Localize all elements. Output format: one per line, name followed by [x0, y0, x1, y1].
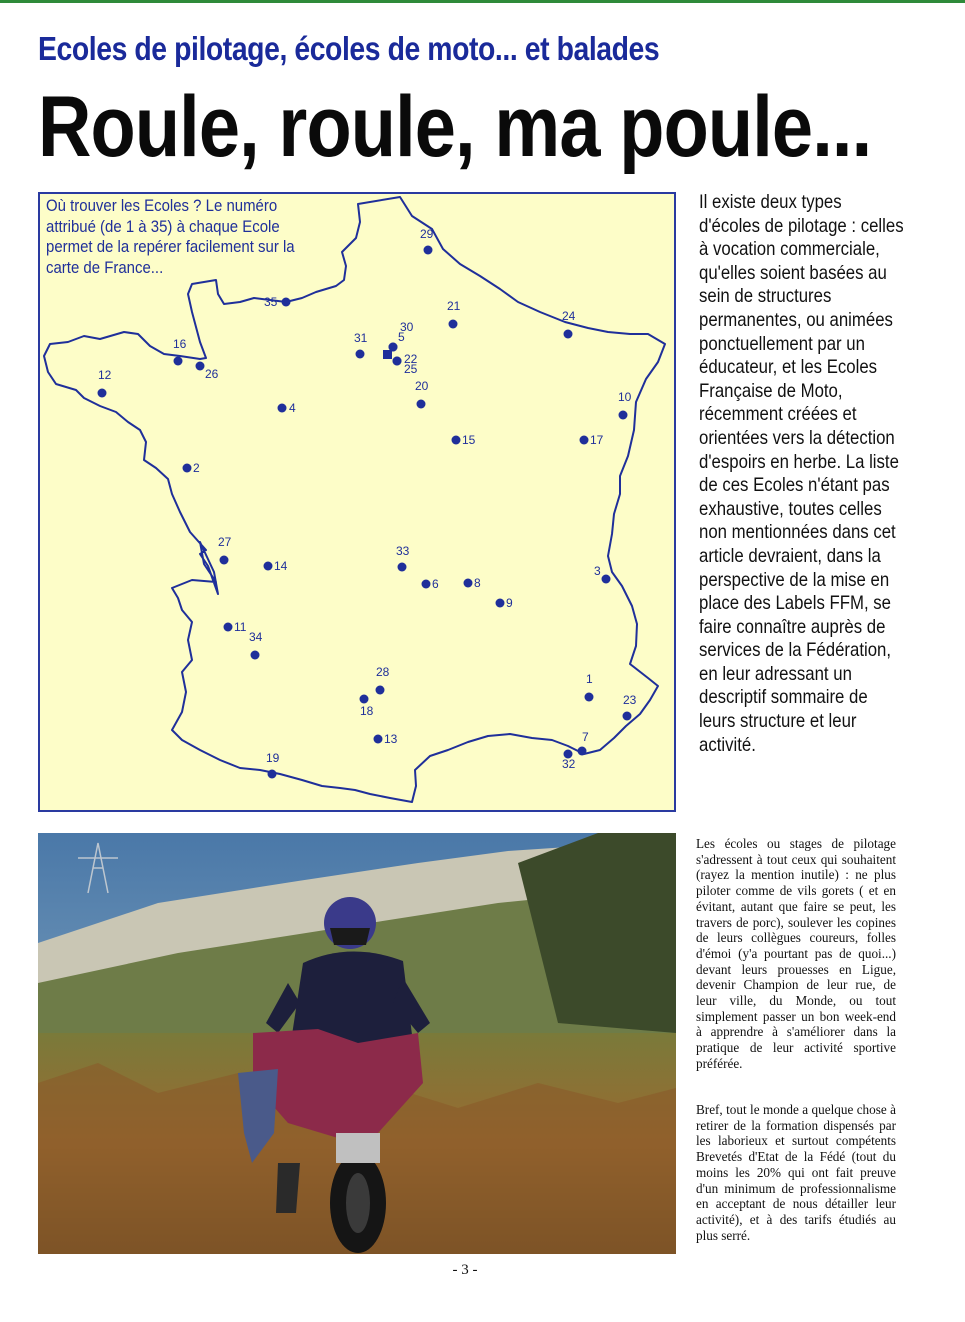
school-marker-label: 5	[398, 330, 405, 344]
school-marker-dot	[268, 770, 277, 779]
school-marker-dot	[374, 735, 383, 744]
school-marker-label: 31	[354, 331, 368, 345]
school-marker-dot	[585, 693, 594, 702]
school-marker-label: 3	[594, 564, 601, 578]
school-marker-dot	[282, 298, 291, 307]
school-marker-label: 7	[582, 730, 589, 744]
school-marker-dot	[422, 580, 431, 589]
school-marker-dot	[449, 320, 458, 329]
paris-square-marker	[383, 350, 392, 359]
school-marker-dot	[251, 651, 260, 660]
motorcycle-photo	[38, 833, 676, 1254]
top-rule	[0, 0, 965, 3]
school-markers-group	[98, 227, 637, 779]
school-marker-label: 13	[384, 732, 398, 746]
school-marker-label: 4	[289, 401, 296, 415]
school-marker-dot	[496, 599, 505, 608]
school-marker-label: 16	[173, 337, 187, 351]
school-marker-label: 2	[193, 461, 200, 475]
school-marker-label: 26	[205, 367, 219, 381]
school-marker-label: 11	[234, 620, 247, 634]
page-number: - 3 -	[452, 1262, 478, 1278]
school-marker-label: 25	[404, 362, 418, 376]
school-marker-label: 1	[586, 672, 593, 686]
article-title: Roule, roule, ma poule...	[38, 79, 872, 175]
article-subtitle: Ecoles de pilotage, écoles de moto... et balades	[38, 30, 660, 67]
school-marker-dot	[278, 404, 287, 413]
school-marker-label: 33	[396, 544, 410, 558]
school-marker-label: 8	[474, 576, 481, 590]
school-marker-dot	[360, 695, 369, 704]
school-marker-dot	[98, 389, 107, 398]
school-marker-dot	[602, 575, 611, 584]
school-marker-label: 23	[623, 693, 637, 707]
school-marker-label: 9	[506, 596, 513, 610]
photo-illustration	[38, 833, 676, 1254]
school-marker-dot	[452, 436, 461, 445]
school-marker-label: 28	[376, 665, 390, 679]
school-marker-label: 24	[562, 309, 576, 323]
body-paragraph-1: Les écoles ou stages de pilotage s'adressent à tout ceux qui souhaitent (rayez la mention inutile) : ne plus piloter comme de vils gorets ( et en évitant, autant que faire se peut, les travers de porc), soulever les copines de leurs collègues coureurs, folles d'émoi (y'a pourtant pas de quoi...) devant leurs prouesses en Ligue, devenir Champion de leur rue, de leur ville, du Monde, ou tout simplement passer un bon week-end à apprendre à s'améliorer dans la pratique de leur activité sportive préférée.	[696, 836, 896, 1071]
schools-map	[38, 192, 676, 812]
school-marker-dot	[174, 357, 183, 366]
school-marker-dot	[564, 330, 573, 339]
school-marker-dot	[183, 464, 192, 473]
map-caption: Où trouver les Ecoles ? Le numéro attribué (de 1 à 35) à chaque Ecole permet de la repérer facilement sur la carte de France...	[46, 196, 295, 277]
school-marker-dot	[220, 556, 229, 565]
school-marker-label: 20	[415, 379, 429, 393]
school-marker-label: 29	[420, 227, 434, 241]
school-marker-label: 17	[590, 433, 604, 447]
school-marker-dot	[376, 686, 385, 695]
school-marker-dot	[224, 623, 233, 632]
school-marker-dot	[398, 563, 407, 572]
school-marker-label: 14	[274, 559, 288, 573]
school-marker-dot	[264, 562, 273, 571]
school-marker-dot	[356, 350, 365, 359]
school-marker-dot	[424, 246, 433, 255]
school-marker-label: 27	[218, 535, 232, 549]
body-paragraph-2: Bref, tout le monde a quelque chose à retirer de la formation dispensés par les laborieux et surtout compétents Brevetés d'Etat de la Fédé (tout du moins les 20% qui ont fait preuve d'un minimum de professionnalisme en acceptant de nous détailler leur activité), et à des tarifs étudiés au plus serré.	[696, 1102, 896, 1243]
school-marker-dot	[464, 579, 473, 588]
school-marker-label: 18	[360, 704, 374, 718]
school-marker-dot	[619, 411, 628, 420]
school-marker-label: 32	[562, 757, 576, 771]
school-marker-dot	[196, 362, 205, 371]
school-marker-dot	[580, 436, 589, 445]
school-marker-label: 30	[400, 320, 414, 334]
france-map	[40, 194, 674, 810]
france-outline	[44, 197, 665, 802]
school-marker-label: 19	[266, 751, 280, 765]
school-marker-dot	[393, 357, 402, 366]
school-marker-label: 22	[404, 352, 418, 366]
school-marker-label: 35	[264, 295, 278, 309]
school-marker-dot	[578, 747, 587, 756]
intro-column-text: Il existe deux types d'écoles de pilotage : celles à vocation commerciale, qu'elles soient basées au sein de structures permanentes, ou animées ponctuellement par un éducateur, et les Ecoles Française de Moto, récemment créées et orientées vers la détection d'espoirs en herbe. La liste de ces Ecoles n'étant pas exhaustive, toutes celles non mentionnées dans cet article devraient, dans la perspective de la mise en place des Labels FFM, se faire connaître auprès de services de la Fédération, en leur adressant un descriptif sommaire de leurs structure et leur activité.	[699, 191, 904, 756]
school-marker-label: 6	[432, 577, 439, 591]
school-marker-label: 15	[462, 433, 476, 447]
school-marker-dot	[417, 400, 426, 409]
school-marker-label: 10	[618, 390, 632, 404]
school-marker-label: 34	[249, 630, 263, 644]
school-marker-label: 12	[98, 368, 112, 382]
school-marker-label: 21	[447, 299, 461, 313]
school-marker-dot	[623, 712, 632, 721]
